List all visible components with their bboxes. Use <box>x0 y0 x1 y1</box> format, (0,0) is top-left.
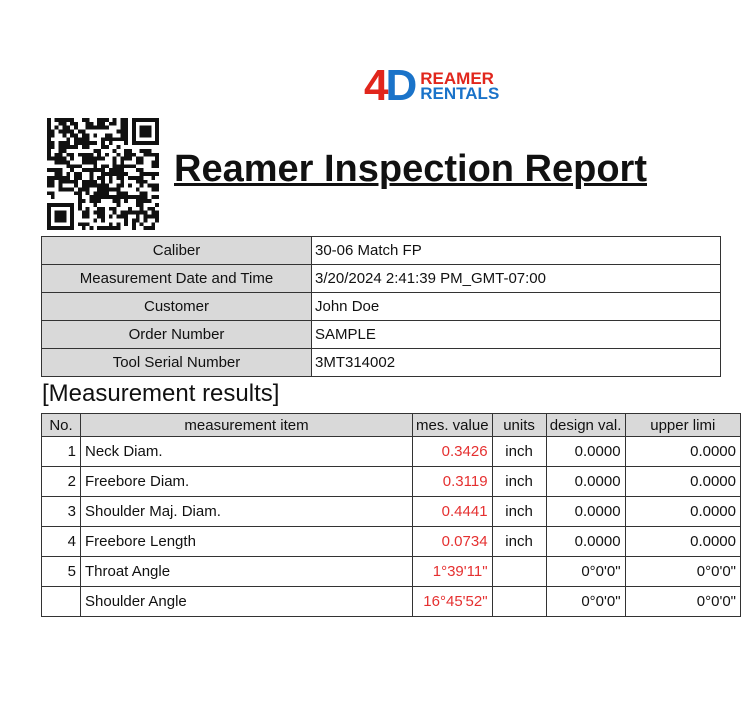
column-header: measurement item <box>81 414 413 437</box>
cell-value: 0.3426 <box>413 437 493 467</box>
cell-units: inch <box>492 497 546 527</box>
cell-upper: 0.0000 <box>625 497 740 527</box>
cell-design: 0°0'0" <box>546 587 625 617</box>
cell-no: 4 <box>42 527 81 557</box>
cell-no: 1 <box>42 437 81 467</box>
info-label: Tool Serial Number <box>42 349 312 377</box>
cell-design: 0.0000 <box>546 437 625 467</box>
table-row <box>42 467 741 497</box>
info-row <box>42 237 721 265</box>
info-label: Measurement Date and Time <box>42 265 312 293</box>
cell-item: Throat Angle <box>81 557 413 587</box>
info-label: Caliber <box>42 237 312 265</box>
cell-no: 2 <box>42 467 81 497</box>
cell-upper: 0°0'0" <box>625 587 740 617</box>
info-value: 3MT314002 <box>312 349 721 377</box>
info-value: SAMPLE <box>312 321 721 349</box>
cell-upper: 0.0000 <box>625 527 740 557</box>
logo-mark: 4D <box>364 61 415 110</box>
cell-design: 0.0000 <box>546 497 625 527</box>
cell-item: Neck Diam. <box>81 437 413 467</box>
cell-no: 5 <box>42 557 81 587</box>
cell-no: 3 <box>42 497 81 527</box>
cell-upper: 0°0'0" <box>625 557 740 587</box>
qr-code <box>44 118 162 230</box>
column-header: units <box>492 414 546 437</box>
cell-value: 0.4441 <box>413 497 493 527</box>
cell-item: Shoulder Angle <box>81 587 413 617</box>
info-row <box>42 321 721 349</box>
cell-value: 16°45'52" <box>413 587 493 617</box>
info-row <box>42 293 721 321</box>
cell-item: Freebore Diam. <box>81 467 413 497</box>
table-row <box>42 587 741 617</box>
cell-design: 0.0000 <box>546 527 625 557</box>
table-row <box>42 557 741 587</box>
section-title: [Measurement results] <box>42 380 280 407</box>
measurement-table <box>41 413 741 617</box>
info-value: 30-06 Match FP <box>312 237 721 265</box>
cell-value: 0.3119 <box>413 467 493 497</box>
info-row <box>42 349 721 377</box>
cell-design: 0°0'0" <box>546 557 625 587</box>
cell-units: inch <box>492 437 546 467</box>
cell-value: 1°39'11" <box>413 557 493 587</box>
cell-upper: 0.0000 <box>625 437 740 467</box>
cell-units <box>492 587 546 617</box>
cell-design: 0.0000 <box>546 467 625 497</box>
cell-no <box>42 587 81 617</box>
column-header: No. <box>42 414 81 437</box>
info-value: 3/20/2024 2:41:39 PM_GMT-07:00 <box>312 265 721 293</box>
company-logo <box>364 61 500 110</box>
info-table <box>41 236 721 377</box>
column-header: upper limi <box>625 414 740 437</box>
column-header: design val. <box>546 414 625 437</box>
logo-text: REAMER RENTALS <box>420 69 500 103</box>
cell-units <box>492 557 546 587</box>
column-header: mes. value <box>413 414 493 437</box>
cell-upper: 0.0000 <box>625 467 740 497</box>
cell-units: inch <box>492 527 546 557</box>
table-row <box>42 527 741 557</box>
info-row <box>42 265 721 293</box>
cell-units: inch <box>492 467 546 497</box>
info-value: John Doe <box>312 293 721 321</box>
table-row <box>42 437 741 467</box>
cell-value: 0.0734 <box>413 527 493 557</box>
cell-item: Freebore Length <box>81 527 413 557</box>
page-title: Reamer Inspection Report <box>174 148 647 190</box>
table-row <box>42 497 741 527</box>
cell-item: Shoulder Maj. Diam. <box>81 497 413 527</box>
info-label: Order Number <box>42 321 312 349</box>
info-label: Customer <box>42 293 312 321</box>
